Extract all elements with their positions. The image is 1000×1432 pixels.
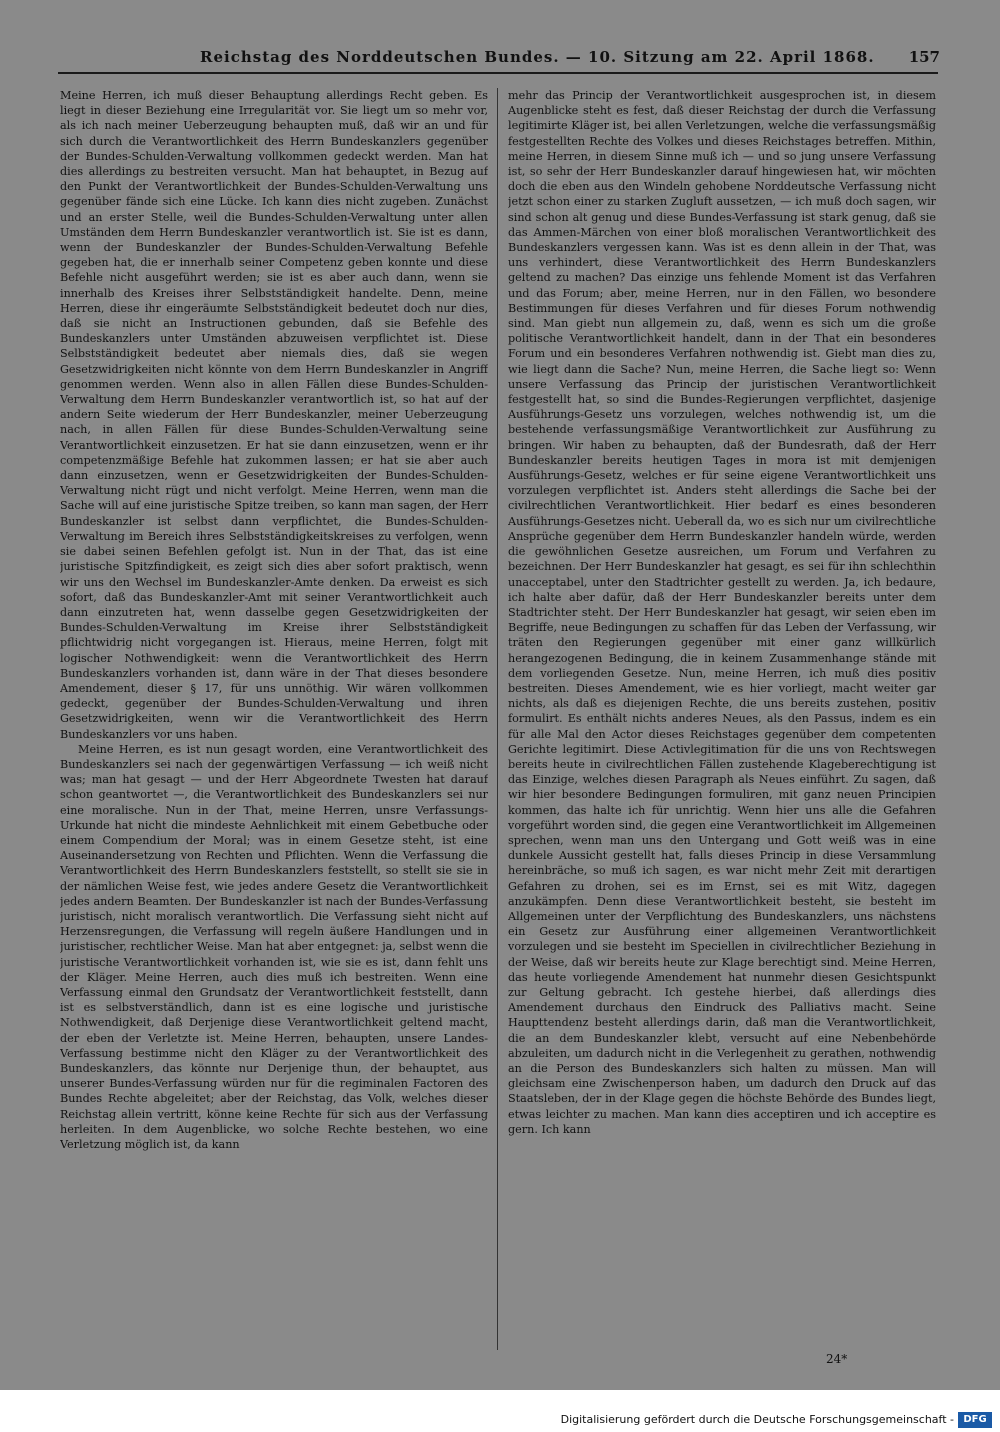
left-column: [60, 88, 488, 1358]
paragraph: Meine Herren, es ist nun gesagt worden, eine Verantwortlichkeit des Bundeskanzlers sei nach der gegenwärtigen Verfassung — ich weiß nicht was; man hat gesagt — und der Herr Abgeordnete Twesten hat darauf schon geantwortet —, die Verantwortlichkeit des Bundeskanzlers sei nur eine moralische. Nun in der That, meine Herren, unsre Verfassungs-Urkunde hat nicht die mindeste Aehnlichkeit mit einem Gebetbuche oder einem Compendium der Moral; was in einem Gesetze steht, ist eine Auseinandersetzung von Rechten und Pflichten. Wenn die Verfassung die Verantwortlichkeit des Herrn Bundeskanzlers feststellt, so stellt sie sie in der nämlichen Weise fest, wie jedes andere Gesetz die Verantwortlichkeit jedes andern Beamten. Der Bundeskanzler ist nach der Bundes-Verfassung juristisch, nicht moralisch verantwortlich. Die Verfassung sieht nicht auf Herzensregungen, die Verfassung will regeln äußere Handlungen und in juristischer, rechtlicher Weise. Man hat aber entgegnet: ja, selbst wenn die juristische Verantwortlichkeit vorhanden ist, wie sie es ist, dann fehlt uns der Kläger. Meine Herren, auch dies muß ich bestreiten. Wenn eine Verfassung einmal den Grundsatz der Verantwortlichkeit feststellt, dann ist es selbstverständlich, dann ist es eine logische und juristische Nothwendigkeit, daß Derjenige diese Verantwortlichkeit geltend macht, der eben der Verletzte ist. Meine Herren, behaupten, unsere Landes-Verfassung bestimme nicht den Kläger zu der Verantwortlichkeit des Bundeskanzlers, das könnte nur Derjenige thun, der behauptet, aus unserer Bundes-Verfassung würden nur für die regiminalen Factoren des Bundes Rechte abgeleitet; aber der Reichstag, das Volk, welches dieser Reichstag allein vertritt, könne keine Rechte für sich aus der Verfassung herleiten. In dem Augenblicke, wo solche Rechte bestehen, wo eine Verletzung möglich ist, da kann: [60, 742, 488, 1152]
paragraph: Meine Herren, ich muß dieser Behauptung allerdings Recht geben. Es liegt in dieser Beziehung eine Irregularität vor. Sie liegt um so mehr vor, als ich nach meiner Ueberzeugung behaupten muß, daß wir an und für sich durch die Verantwortlichkeit des Herrn Bundeskanzlers gegenüber der Bundes-Schulden-Verwaltung vollkommen gedeckt werden. Man hat dies allerdings zu bestreiten versucht. Man hat behauptet, in Bezug auf den Punkt der Verantwortlichkeit der Bundes-Schulden-Verwaltung uns gegenüber fände sich eine Lücke. Ich kann dies nicht zugeben. Zunächst und an erster Stelle, weil die Bundes-Schulden-Verwaltung unter allen Umständen dem Herrn Bundeskanzler verantwortlich ist. Sie ist es dann, wenn der Bundeskanzler der Bundes-Schulden-Verwaltung Befehle gegeben hat, die er innerhalb seiner Competenz geben konnte und diese Befehle nicht ausgeführt werden; sie ist es aber auch dann, wenn sie innerhalb des Kreises ihrer Selbstständigkeit handelte. Denn, meine Herren, diese ihr eingeräumte Selbstständigkeit bedeutet doch nur dies, daß sie nicht an Instructionen gebunden, daß sie Befehle des Bundeskanzlers unter Umständen abzuweisen verpflichtet ist. Diese Selbstständigkeit bedeutet aber niemals dies, daß sie wegen Gesetzwidrigkeiten nicht könnte von dem Herrn Bundeskanzler in Angriff genommen werden. Wenn also in allen Fällen diese Bundes-Schulden-Verwaltung dem Herrn Bundeskanzler verantwortlich ist, so hat auf der andern Seite wiederum der Herr Bundeskanzler, meiner Ueberzeugung nach, in allen Fällen für diese Bundes-Schulden-Verwaltung seine Verantwortlichkeit einzusetzen. Er hat sie dann einzusetzen, wenn er ihr competenzmäßige Befehle hat zukommen lassen; er hat sie aber auch dann einzusetzen, wenn er Gesetzwidrigkeiten der Bundes-Schulden-Verwaltung nicht rügt und nicht verfolgt. Meine Herren, wenn man die Sache will auf eine juristische Spitze treiben, so kann man sagen, der Herr Bundeskanzler ist selbst dann verpflichtet, die Bundes-Schulden-Verwaltung im Bereich ihres Selbstständigkeitskreises zu verfolgen, wenn sie dabei seinen Befehlen gefolgt ist. Nun in der That, das ist eine juristische Spitzfindigkeit, es zeigt sich dies aber sofort praktisch, wenn wir uns den Wechsel im Bundeskanzler-Amte denken. Da erweist es sich sofort, daß das Bundeskanzler-Amt mit seiner Verantwortlichkeit auch dann einzutreten hat, wenn dasselbe gegen Gesetzwidrigkeiten der Bundes-Schulden-Verwaltung im Kreise ihrer Selbstständigkeit pflichtwidrig nicht vorgegangen ist. Hieraus, meine Herren, folgt mit logischer Nothwendigkeit: wenn die Verantwortlichkeit des Herrn Bundeskanzlers vorhanden ist, dann wäre in der That dieses besondere Amendement, dieser § 17, für uns unnöthig. Wir wären vollkommen gedeckt, gegenüber der Bundes-Schulden-Verwaltung und ihren Gesetzwidrigkeiten, wenn wir die Verantwortlichkeit des Herrn Bundeskanzlers vor uns haben.: [60, 89, 488, 741]
signature-mark: 24*: [826, 1352, 848, 1366]
footer-bar: [0, 1410, 1000, 1432]
dfg-logo: DFG: [958, 1412, 992, 1428]
column-divider: [497, 88, 498, 1350]
funding-credit: Digitalisierung gefördert durch die Deutsche Forschungsgemeinschaft -: [560, 1413, 954, 1426]
header-rule: [58, 72, 938, 74]
right-column: [508, 88, 936, 1358]
paragraph: mehr das Princip der Verantwortlichkeit ausgesprochen ist, in diesem Augenblicke steht es fest, daß dieser Reichstag der durch die Verfassung legitimirte Kläger ist, bei allen Verletzungen, welche die verfassungsmäßig festgestellten Rechte des Volkes und dieses Reichstages betreffen. Mithin, meine Herren, in diesem Sinne muß ich — und so jung unsere Verfassung ist, so sehr der Herr Bundeskanzler darauf hingewiesen hat, wir möchten doch die eben aus den Windeln gehobene Norddeutsche Verfassung nicht jetzt schon einer zu starken Zugluft aussetzen, — ich muß doch sagen, wir sind schon alt genug und diese Bundes-Verfassung ist stark genug, daß sie das Ammen-Märchen von einer bloß moralischen Verantwortlichkeit des Bundeskanzlers vergessen kann. Was ist es denn allein in der That, was uns verhindert, diese Verantwortlichkeit des Herrn Bundeskanzlers geltend zu machen? Das einzige uns fehlende Moment ist das Verfahren und das Forum; aber, meine Herren, nur in den Fällen, wo besondere Bestimmungen für dieses Verfahren und für dieses Forum nothwendig sind. Man giebt nun allgemein zu, daß, wenn es sich um die große politische Verantwortlichkeit handelt, dann in der That ein besonderes Forum und ein besonderes Verfahren nothwendig ist. Giebt man dies zu, wie liegt dann die Sache? Nun, meine Herren, die Sache liegt so: Wenn unsere Verfassung das Princip der juristischen Verantwortlichkeit festgestellt hat, so sind die Bundes-Regierungen verpflichtet, dasjenige Ausführungs-Gesetz uns vorzulegen, welches nothwendig ist, um die bestehende verfassungsmäßige Verantwortlichkeit zur Ausführung zu bringen. Wir haben zu behaupten, daß der Bundesrath, daß der Herr Bundeskanzler bereits heutigen Tages in mora ist mit demjenigen Ausführungs-Gesetz, welches er für seine eigene Verantwortlichkeit uns vorzulegen verpflichtet ist. Anders steht allerdings die Sache bei der civilrechtlichen Verantwortlichkeit. Hier bedarf es eines besonderen Ausführungs-Gesetzes nicht. Ueberall da, wo es sich nur um civilrechtliche Ansprüche gegenüber dem Herrn Bundeskanzler handeln würde, werden die gewöhnlichen Gesetze ausreichen, um Forum und Verfahren zu bezeichnen. Der Herr Bundeskanzler hat gesagt, es sei für ihn schlechthin unacceptabel, unter den Stadtrichter gestellt zu werden. Ja, ich bedaure, ich halte aber dafür, daß der Herr Bundeskanzler bereits unter dem Stadtrichter steht. Der Herr Bundeskanzler hat gesagt, wir seien eben im Begriffe, neue Bedingungen zu schaffen für das Leben der Verfassung, wir träten den Regierungen gegenüber mit einer ganz willkürlich herangezogenen Bedingung, die in keinem Zusammenhange stände mit dem vorliegenden Gesetze. Nun, meine Herren, ich muß dies positiv bestreiten. Dieses Amendement, wie es hier vorliegt, macht weiter gar nichts, als daß es diejenigen Rechte, die uns bereits zustehen, positiv formulirt. Es enthält nichts anderes Neues, als den Passus, indem es ein für alle Mal den Actor dieses Reichstages gegenüber dem competenten Gerichte legitimirt. Diese Activlegitimation für die uns von Rechtswegen bereits heute in civilrechtlichen Fällen zustehende Klageberechtigung ist das Einzige, welches diesen Paragraph als Neues einführt. Zu sagen, daß wir hier besondere Bedingungen formuliren, mit ganz neuen Principien kommen, das halte ich für unrichtig. Wenn hier uns alle die Gefahren vorgeführt worden sind, die gegen eine Verantwortlichkeit im Allgemeinen sprechen, wenn man uns den Untergang und Gott weiß was in eine dunkele Aussicht gestellt hat, falls dieses Princip in diese Versammlung hereinbräche, so muß ich sagen, es war nicht mehr Zeit mit derartigen Gefahren zu drohen, sei es im Ernst, sei es mit Witz, dagegen anzukämpfen. Denn diese Verantwortlichkeit besteht, sie besteht im Allgemeinen unter der Verpflichtung des Bundeskanzlers, uns nächstens ein Gesetz zur Ausführung einer allgemeinen Verantwortlichkeit vorzulegen und sie besteht im Speciellen in civilrechtlicher Beziehung in der Weise, daß wir bereits heute zur Klage berechtigt sind. Meine Herren, das heute vorliegende Amendement hat nunmehr diesen Gesichtspunkt zur Geltung gebracht. Ich gestehe hierbei, daß allerdings dies Amendement durchaus den Eindruck des Palliativs macht. Seine Haupttendenz besteht allerdings darin, daß man die Verantwortlichkeit, die an dem Bundeskanzler klebt, versucht auf eine Nebenbehörde abzuleiten, um dadurch nicht in die Verlegenheit zu gerathen, nothwendig an die Person des Bundeskanzlers sich halten zu müssen. Man will gleichsam eine Zwischenperson haben, um dadurch den Druck auf das Staatsleben, der in der Klage gegen die höchste Behörde des Bundes liegt, etwas leichter zu machen. Man kann dies acceptiren und ich acceptire es gern. Ich kann: [508, 89, 936, 1136]
page-header: [60, 42, 940, 72]
running-title: Reichstag des Norddeutschen Bundes. — 10. Sitzung am 22. April 1868.: [200, 48, 875, 66]
page-number: 157: [908, 48, 940, 66]
